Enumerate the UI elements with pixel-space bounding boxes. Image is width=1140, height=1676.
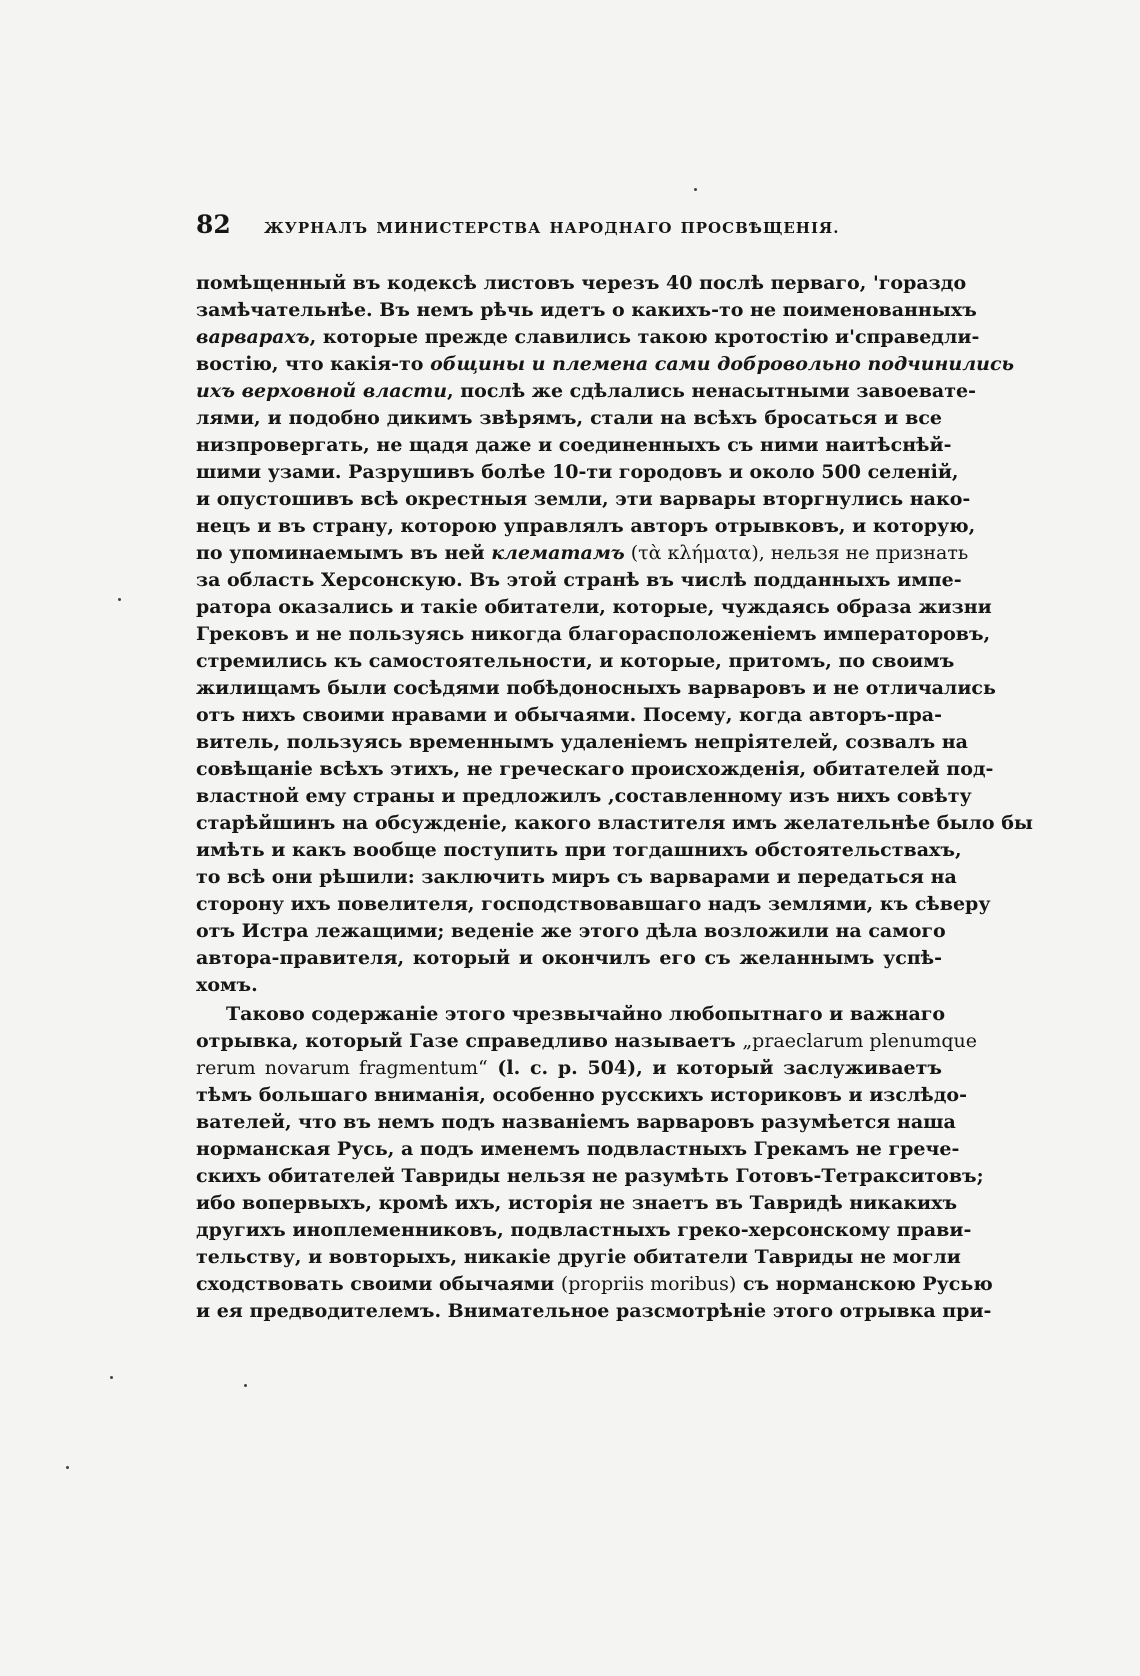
text-line: ибо вопервыхъ, кромѣ ихъ, исторія не знаетъ въ Тавридѣ никакихъ xyxy=(196,1192,958,1214)
paragraph-2 xyxy=(196,1001,993,1325)
text-line: хомъ. xyxy=(196,974,258,996)
text-line: за область Херсонскую. Въ этой странѣ въ числѣ подданныхъ импе- xyxy=(196,569,962,591)
text-line: жилищамъ были сосѣдями побѣдоносныхъ варваровъ и не отличались xyxy=(196,677,996,699)
text-run: , которые прежде славились такою кротостію и'справедли- xyxy=(309,326,980,348)
text-line: властной ему страны и предложилъ ,составленному изъ нихъ совѣту xyxy=(196,785,972,807)
text-run: (l. c. p. 504), и который заслуживаетъ xyxy=(487,1057,942,1079)
text-line: нецъ и въ страну, которою управлялъ авторъ отрывковъ, и которую, xyxy=(196,515,976,537)
text-line: сторону ихъ повелителя, господствовавшаго надъ землями, къ сѣверу xyxy=(196,893,991,915)
text-line: вателей, что въ немъ подъ названіемъ варваровъ разумѣется наша xyxy=(196,1111,956,1133)
text-line: отъ Истра лежащими; веденіе же этого дѣла возложили на самого xyxy=(196,920,946,942)
text-line: шими узами. Разрушивъ болѣе 10-ти городовъ и около 500 селеній, xyxy=(196,461,959,483)
text-line: ратора оказались и такіе обитатели, которые, чуждаясь образа жизни xyxy=(196,596,992,618)
greek-term: (τὰ κλήματα), нельзя не признать xyxy=(624,542,969,564)
text-line: отъ нихъ своими нравами и обычаями. Посему, когда авторъ-пра- xyxy=(196,704,942,726)
italic-term: варварахъ xyxy=(196,326,310,348)
text-line: тельству, и вовторыхъ, никакіе другіе обитатели Тавриды не могли xyxy=(196,1246,961,1268)
text-line xyxy=(196,378,976,405)
text-line xyxy=(196,1271,993,1298)
text-line xyxy=(196,1055,942,1082)
text-line: низпровергать, не щадя даже и соединенныхъ съ ними наитѣснѣй- xyxy=(196,434,952,456)
latin-quote: „praeclarum plenumque xyxy=(742,1030,978,1052)
text-line: Грековъ и не пользуясь никогда благорасположеніемъ императоровъ, xyxy=(196,623,991,645)
text-line: скихъ обитателей Тавриды нельзя не разумѣть Готовъ-Тетракситовъ; xyxy=(196,1165,984,1187)
text-line: Таково содержаніе этого чрезвычайно любопытнаго и важнаго xyxy=(226,1003,946,1025)
text-line: имѣть и какъ вообще поступить при тогдашнихъ обстоятельствахъ, xyxy=(196,839,962,861)
scan-speck xyxy=(66,1466,69,1469)
scan-speck xyxy=(244,1384,247,1387)
paragraph-1 xyxy=(196,270,1033,999)
text-line: совѣщаніе всѣхъ этихъ, не греческаго происхожденія, обитателей под- xyxy=(196,758,994,780)
text-line: тѣмъ большаго вниманія, особенно русскихъ историковъ и изслѣдо- xyxy=(196,1084,967,1106)
latin-phrase: (propriis moribus) xyxy=(560,1273,737,1295)
page-number: 82 xyxy=(196,210,231,239)
text-line: помѣщенный въ кодексѣ листовъ черезъ 40 послѣ перваго, 'гораздо xyxy=(196,272,967,294)
text-run: сходствовать своими обычаями xyxy=(196,1273,561,1295)
body-text xyxy=(196,270,1033,1325)
italic-phrase: общины и племена сами добровольно подчинились xyxy=(430,353,1015,375)
text-line xyxy=(196,1028,978,1055)
italic-term: клематамъ xyxy=(491,542,625,564)
text-line xyxy=(196,540,969,567)
text-line: норманская Русь, а подъ именемъ подвластныхъ Грекамъ не грече- xyxy=(196,1138,960,1160)
italic-phrase: ихъ верховной власти xyxy=(196,380,448,402)
text-run: съ норманскою Русью xyxy=(736,1273,993,1295)
text-line: другихъ иноплеменниковъ, подвластныхъ греко-херсонскому прави- xyxy=(196,1219,972,1241)
latin-quote: rerum novarum fragmentum“ xyxy=(196,1057,488,1079)
text-line: то всѣ они рѣшили: заключить миръ съ варварами и передаться на xyxy=(196,866,957,888)
text-line: замѣчательнѣе. Въ немъ рѣчь идетъ о какихъ-то не поименованныхъ xyxy=(196,299,977,321)
text-line: лями, и подобно дикимъ звѣрямъ, стали на всѣхъ бросаться и все xyxy=(196,407,942,429)
scan-speck xyxy=(694,188,697,191)
text-run: , послѣ же сдѣлались ненасытными завоевате- xyxy=(447,380,976,402)
text-line: стремились къ самостоятельности, и которые, притомъ, по своимъ xyxy=(196,650,955,672)
text-run: востію, что какія-то xyxy=(196,353,431,375)
text-line: и опустошивъ всѣ окрестныя земли, эти варвары вторгнулись нако- xyxy=(196,488,971,510)
text-line: автора-правителя, который и окончилъ его съ желаннымъ успѣ- xyxy=(196,947,942,969)
text-line xyxy=(196,324,980,351)
text-line: витель, пользуясь временнымъ удаленіемъ непріятелей, созвалъ на xyxy=(196,731,968,753)
scan-speck xyxy=(118,598,121,601)
running-title: ЖУРНАЛЪ МИНИСТЕРСТВА НАРОДНАГО ПРОСВѢЩЕНІЯ. xyxy=(264,219,840,237)
text-line: и ея предводителемъ. Внимательное разсмотрѣніе этого отрывка при- xyxy=(196,1300,992,1322)
page-header xyxy=(196,210,942,239)
scan-speck xyxy=(110,1376,113,1379)
text-run: отрывка, который Газе справедливо называетъ xyxy=(196,1030,743,1052)
text-line: старѣйшинъ на обсужденіе, какого властителя имъ желательнѣе было бы xyxy=(196,812,1033,834)
text-run: по упоминаемымъ въ ней xyxy=(196,542,492,564)
text-line xyxy=(196,351,1015,378)
